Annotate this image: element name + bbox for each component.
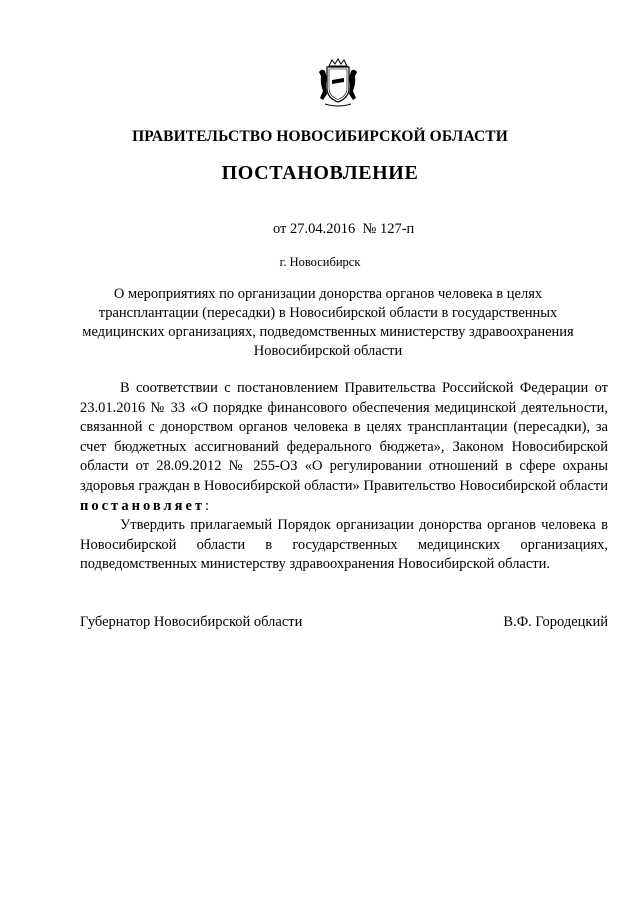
paragraph-1-text: В соответствии с постановлением Правительства Российской Федерации от 23.01.2016 № 33 «О порядке финансового обеспечения медицинской деятельности, связанной с донорством органов человека в целях трансплантации (пересадки), за счет бюджетных ассигнований федерального бюджета», Законом Новосибирской области от 28.09.2012 № 255-ОЗ «О регулировании отношений в сфере охраны здоровья граждан в Новосибирской области» Правительство Новосибирской области — [80, 380, 608, 494]
document-subject: О мероприятиях по организации донорства органов человека в целях трансплантации (пересадки) в Новосибирской области в государственных медицинских организациях, подведомственных министерству здравоохранения Новосибирской области — [82, 286, 574, 359]
signatory-name: В.Ф. Городецкий — [503, 614, 608, 630]
signatory-position: Губернатор Новосибирской области — [80, 614, 303, 630]
date-and-number: от 27.04.2016 № 127-п — [273, 221, 415, 237]
body-paragraph-2: Утвердить прилагаемый Порядок организации донорства органов человека в Новосибирской области в государственных медицинских организациях, подведомственных министерству здравоохранения Новосибирской области. — [80, 517, 608, 573]
paragraph-1-end: : — [205, 497, 210, 514]
body-paragraph-1 — [80, 379, 608, 516]
resolution-keyword: постановляет — [80, 497, 206, 514]
organization-name: ПРАВИТЕЛЬСТВО НОВОСИБИРСКОЙ ОБЛАСТИ — [132, 128, 508, 145]
document-body — [80, 379, 608, 575]
coat-of-arms-icon — [316, 58, 360, 110]
city: г. Новосибирск — [279, 255, 361, 269]
document-type: ПОСТАНОВЛЕНИЕ — [221, 162, 419, 184]
